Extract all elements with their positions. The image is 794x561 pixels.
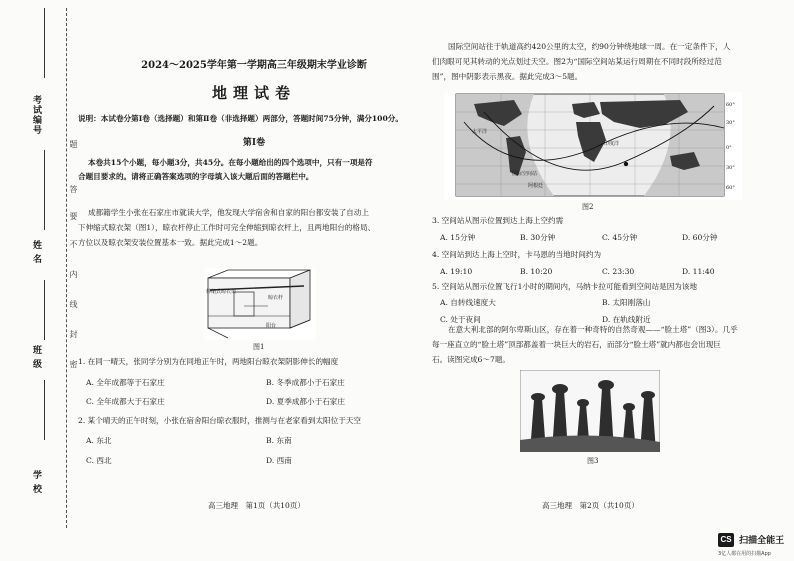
question-3: 3. 空间站从图示位置到达上海上空约需 xyxy=(432,216,564,225)
page-1-footer: 高三地理 第1页（共10页） xyxy=(208,501,305,510)
q3-option-b: B. 30分钟 xyxy=(520,233,556,242)
seal-word: 题 xyxy=(69,140,78,148)
seal-word: 线 xyxy=(69,300,78,308)
q5-option-c: C. 处于夜间 xyxy=(440,315,481,324)
question-2: 2. 某个晴天的正午时刻，小张在宿舍阳台晾衣服时，推测与在老家看到太阳位于天空 xyxy=(78,416,362,425)
lat-label: 30° xyxy=(726,165,735,171)
instructions: 说明：本试卷分第Ⅰ卷（选择题）和第Ⅱ卷（非选择题）两部分，答题时间75分钟，满分100分。 xyxy=(78,114,403,123)
fig1-label-balcony: 阳台 xyxy=(266,323,277,329)
camscanner-watermark xyxy=(718,529,784,557)
question-4: 4. 空间站到达上海上空时，卡马恩的当地时间约为 xyxy=(432,250,602,259)
exam-title: 2024～2025学年第一学期高三年级期末学业诊断 xyxy=(141,60,367,71)
q4-option-d: D. 11:40 xyxy=(682,267,715,276)
iss-intro-line: 围”，图中阴影表示黑夜。据此完成3～5题。 xyxy=(432,72,583,81)
lat-label: 60° xyxy=(726,185,735,191)
lat-label: 0° xyxy=(726,145,732,151)
seal-word: 密 xyxy=(69,360,78,368)
name-line xyxy=(44,150,45,230)
intro-line: 成都籍学生小张在石家庄市就读大学，他发现大学宿舍和自家的阳台都安装了自动上 xyxy=(88,208,369,217)
figure-2-world-map xyxy=(444,92,742,200)
q4-option-b: B. 10:20 xyxy=(520,267,553,276)
map-label: 阿根廷 xyxy=(528,183,544,189)
q3-option-c: C. 45分钟 xyxy=(602,233,638,242)
q1-option-a: A. 全年成都等于石家庄 xyxy=(86,378,165,387)
fig1-label-pole: 晾衣杆 xyxy=(268,295,284,301)
exam-no-label: 考试编号 xyxy=(31,95,41,135)
name-label: 姓 名 xyxy=(31,240,41,265)
q5-option-d: D. 在轨线附近 xyxy=(602,315,651,324)
part1-desc-a: 本卷共15个小题，每小题3分，共45分。在每小题给出的四个选项中，只有一项是符 xyxy=(88,158,373,167)
lat-label: 60° xyxy=(726,102,735,108)
part1-desc-b: 合题目要求的。请将正确答案选项的字母填入该大题后面的答题栏中。 xyxy=(78,172,314,181)
iss-intro-line: 国际空间站往于轨道高约420公里的太空，约90分钟绕地球一周。在一定条件下，人 xyxy=(448,42,731,51)
q1-option-c: C. 全年成都大于石家庄 xyxy=(86,397,165,406)
page-2-footer: 高三地理 第2页（共10页） xyxy=(542,501,639,510)
seal-word: 答 xyxy=(69,185,78,193)
seal-dashed-line xyxy=(66,8,67,528)
q2-option-a: A. 东北 xyxy=(86,436,112,445)
camscanner-name: 扫描全能王 xyxy=(739,536,785,546)
binding-margin xyxy=(0,0,78,561)
class-label: 班 级 xyxy=(31,345,41,370)
figure-1-balcony xyxy=(204,268,316,340)
seal-word: 内 xyxy=(69,270,78,278)
question-5: 5. 空间站从图示位置飞行1小时的期间内，马纳卡拉可能看到空间站是因为该地 xyxy=(432,282,698,291)
q2-option-d: D. 西南 xyxy=(266,456,292,465)
q4-option-a: A. 19:10 xyxy=(440,267,473,276)
figure-2-caption: 图2 xyxy=(582,203,594,211)
question-1: 1. 在同一晴天，张同学分别为在同地正午时，两地阳台晾衣架阴影伸长的幅度 xyxy=(78,357,339,366)
q2-option-c: C. 西北 xyxy=(86,456,112,465)
camscanner-logo-icon: CS xyxy=(718,533,734,547)
map-label: 印度洋 xyxy=(604,141,620,147)
fig1-label-rack: 伸缩式晾衣架 xyxy=(206,289,237,295)
subject-title: 地理试卷 xyxy=(211,84,296,102)
q5-option-b: B. 太阳刚落山 xyxy=(602,298,651,307)
class-line xyxy=(44,280,45,340)
intro-line: 下伸缩式晾衣架（图1），晾衣杆停止工作时可完全伸缩到晾衣杆上，且两地阳台的格局、 xyxy=(78,223,376,232)
exam-no-line xyxy=(44,8,45,78)
seal-word: 封 xyxy=(69,330,78,338)
earth-pillar-intro: 在意大利北部的阿尔卑斯山区，存在着一种奇特的自然奇观——“脸土塔”（图3）。几乎 xyxy=(448,325,738,334)
map-label: 国际空间站 xyxy=(512,171,538,177)
seal-word: 不 xyxy=(69,240,78,248)
iss-intro-line: 们肉眼可见其转动的光点划过天空。图2为“国际空间站某运行周期在不同时段所经过范 xyxy=(432,57,722,66)
q1-option-b: B. 冬季成都小于石家庄 xyxy=(266,378,345,387)
q1-option-d: D. 夏季成都小于石家庄 xyxy=(266,397,345,406)
q3-option-d: D. 60分钟 xyxy=(682,233,718,242)
part1-title: 第Ⅰ卷 xyxy=(242,138,266,148)
school-label: 学 校 xyxy=(31,470,41,495)
figure-1-caption: 图1 xyxy=(253,343,265,351)
figure-3-caption: 图3 xyxy=(587,457,599,465)
earth-pillar-intro: 石。读图完成6～7题。 xyxy=(432,355,511,364)
q3-option-a: A. 15分钟 xyxy=(440,233,476,242)
earth-pillar-intro: 每一座直立的“脸土塔”顶部都盖着一块巨大的岩石，而部分“脸土塔”就内都也会出现巨 xyxy=(432,340,721,349)
map-label: 太平洋 xyxy=(472,129,488,135)
q2-option-b: B. 东南 xyxy=(266,436,292,445)
q5-option-a: A. 自转线速度大 xyxy=(440,298,496,307)
camscanner-tagline: 3亿人都在用的扫描App xyxy=(718,551,771,557)
figure-3-earth-pillars xyxy=(520,370,660,452)
school-line xyxy=(44,380,45,440)
lat-label: 30° xyxy=(726,120,735,126)
q4-option-c: C. 23:30 xyxy=(602,267,635,276)
intro-line: 方位以及晾衣架安装位置基本一致。据此完成1～2题。 xyxy=(78,238,263,247)
seal-word: 要 xyxy=(69,212,78,220)
